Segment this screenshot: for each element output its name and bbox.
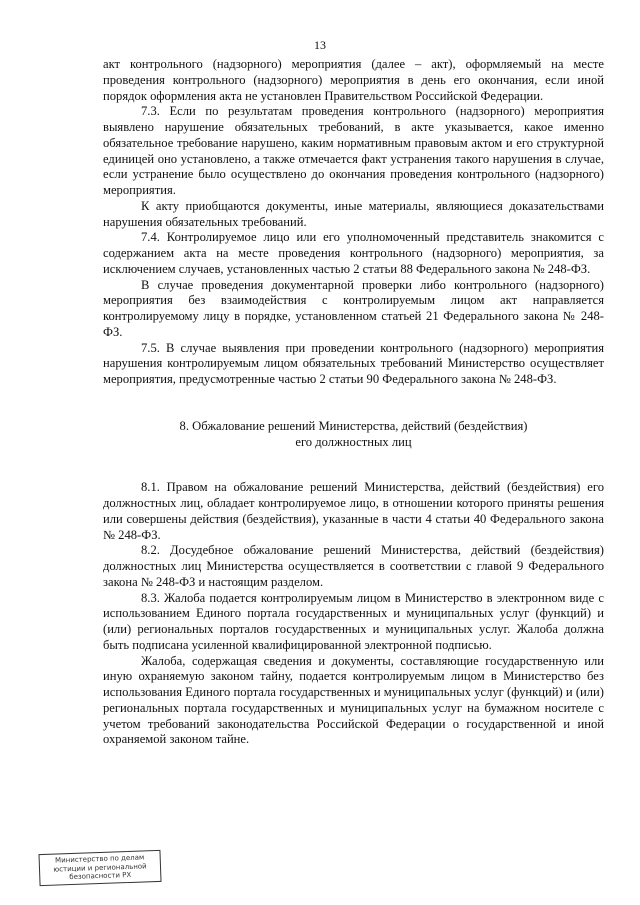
stamp-line-2: юстиции и региональной [53,861,147,874]
paragraph-8-1: 8.1. Правом на обжалование решений Министерства, действий (бездействия) его должностных лиц, обладает контролируемое лицо, в отношении которого приняты решения или совершены действия (бездействия), указанные в части 4 статьи 40 Федерального закона № 248-ФЗ. [103,480,604,542]
section-heading [103,419,604,451]
paragraph-act-continuation: акт контрольного (надзорного) мероприятия (далее – акт), оформляемый на месте проведения контрольного (надзорного) мероприятия в день его окончания, если иной порядок оформления акта не установлен Правительством Российской Федерации. [103,57,604,103]
document-body [103,57,604,748]
paragraph-8-3: 8.3. Жалоба подается контролируемым лицом в Министерство в электронном виде с использованием Единого портала государственных и муниципальных услуг (функций) и (или) региональных порталов государственных и муниципальных услуг. Жалоба должна быть подписана усиленной квалифицированной электронной подписью. [103,590,604,652]
paragraph-7-4: 7.4. Контролируемое лицо или его уполномоченный представитель знакомится с содержанием акта на месте проведения контрольного (надзорного) мероприятия, за исключением случаев, установленных частью 2 статьи 88 Федерального закона № 248-ФЗ. [103,230,604,276]
paragraph-secret-complaint: Жалоба, содержащая сведения и документы, составляющие государственную или иную охраняемую законом тайну, подается контролируемым лицом в Министерство без использования Единого портала государственных и муниципальных услуг (функций) и (или) региональных портала государственных и муниципальных услуг на бумажном носителе с учетом требований законодательства Российской Федерации о государственной и иной охраняемой законом тайне. [103,653,604,747]
stamp-line-3: безопасности РХ [69,870,132,882]
paragraph-7-3: 7.3. Если по результатам проведения контрольного (надзорного) мероприятия выявлено нарушение обязательных требований, в акте указывается, какое именно обязательное требование нарушено, каким нормативным правовым актом и его структурной единицей оно установлено, а также отмечается факт устранения такого нарушения в случае, если устранение было осуществлено до окончания проведения контрольного (надзорного) мероприятия. [103,104,604,197]
paragraph-attachments: К акту приобщаются документы, иные материалы, являющиеся доказательствами нарушения обязательных требований. [103,198,604,229]
registration-stamp [38,850,161,886]
paragraph-7-5: 7.5. В случае выявления при проведении контрольного (надзорного) мероприятия нарушения контролируемым лицом обязательных требований Министерство осуществляет мероприятия, предусмотренные частью 2 статьи 90 Федерального закона № 248-ФЗ. [103,340,604,386]
stamp-line-1: Министерство по делам [54,853,145,865]
paragraph-8-2: 8.2. Досудебное обжалование решений Министерства, действий (бездействия) должностных лиц Министерства осуществляется в соответствии с главой 9 Федерального закона № 248-ФЗ и настоящим разделом. [103,543,604,589]
paragraph-documentary-check: В случае проведения документарной проверки либо контрольного (надзорного) мероприятия без взаимодействия с контролируемым лицом акт направляется контролируемому лицу в порядке, установленном статьей 21 Федерального закона № 248-ФЗ. [103,277,604,339]
section-heading-line-1: 8. Обжалование решений Министерства, действий (бездействия) [179,418,528,433]
page-number: 13 [314,38,326,52]
section-heading-line-2: его должностных лиц [295,434,412,449]
